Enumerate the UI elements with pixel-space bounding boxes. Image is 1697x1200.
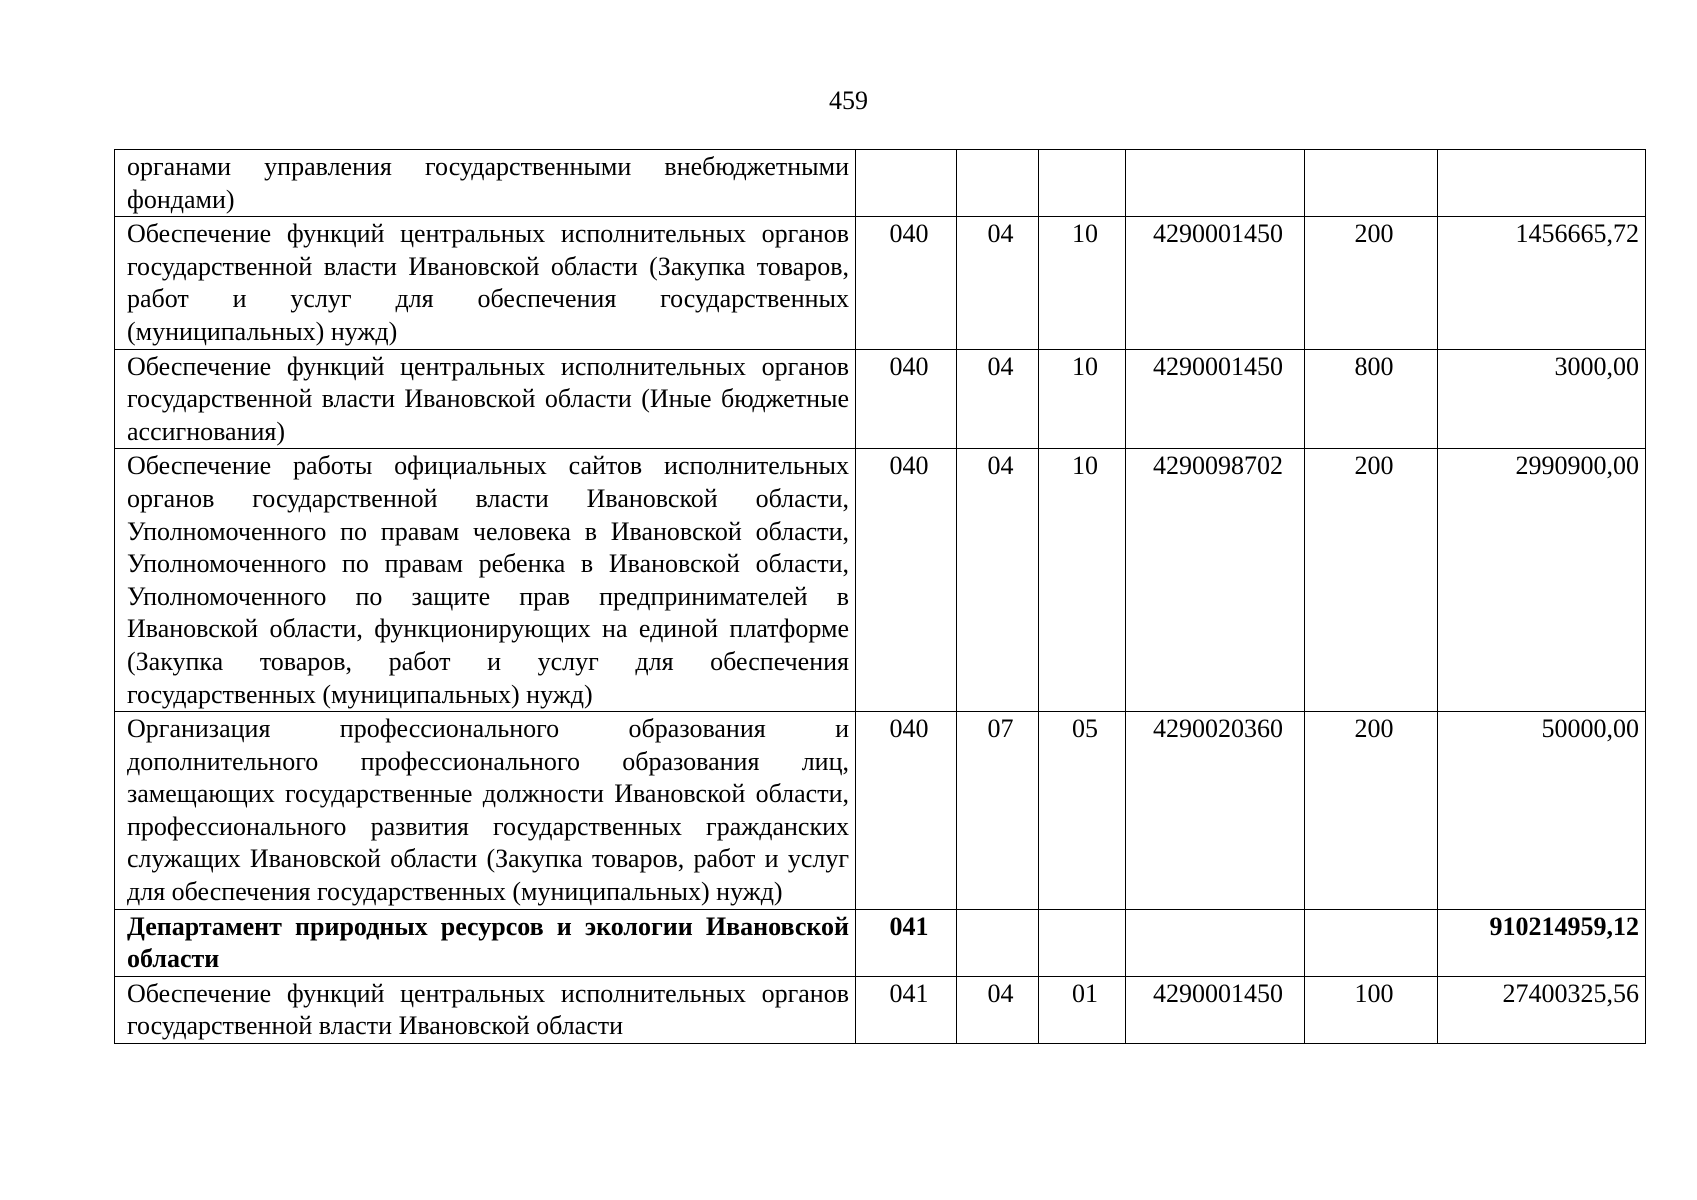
subsection-code: 10 [1039, 449, 1126, 712]
subsection-code [1039, 909, 1126, 976]
amount: 910214959,12 [1438, 909, 1646, 976]
target-code: 4290001450 [1126, 976, 1305, 1043]
table-row-department [115, 909, 1646, 976]
row-description: органами управления государственными внебюджетными фондами) [115, 150, 856, 217]
amount: 50000,00 [1438, 712, 1646, 910]
admin-code: 041 [856, 976, 957, 1043]
amount: 27400325,56 [1438, 976, 1646, 1043]
expense-type-code: 100 [1305, 976, 1438, 1043]
subsection-code: 01 [1039, 976, 1126, 1043]
admin-code: 041 [856, 909, 957, 976]
amount: 2990900,00 [1438, 449, 1646, 712]
admin-code: 040 [856, 712, 957, 910]
expense-type-code [1305, 150, 1438, 217]
section-code [957, 909, 1039, 976]
table-row [115, 349, 1646, 449]
target-code: 4290020360 [1126, 712, 1305, 910]
target-code [1126, 150, 1305, 217]
subsection-code: 05 [1039, 712, 1126, 910]
table-row [115, 150, 1646, 217]
amount [1438, 150, 1646, 217]
row-description: Обеспечение функций центральных исполнительных органов государственной власти Ивановской области (Иные бюджетные ассигнования) [115, 349, 856, 449]
amount: 3000,00 [1438, 349, 1646, 449]
expense-type-code: 200 [1305, 712, 1438, 910]
admin-code: 040 [856, 217, 957, 349]
subsection-code: 10 [1039, 217, 1126, 349]
section-code: 04 [957, 976, 1039, 1043]
section-code: 04 [957, 217, 1039, 349]
table-row [115, 449, 1646, 712]
expense-type-code: 200 [1305, 449, 1438, 712]
subsection-code: 10 [1039, 349, 1126, 449]
table-row [115, 217, 1646, 349]
admin-code [856, 150, 957, 217]
section-code: 04 [957, 349, 1039, 449]
section-code: 04 [957, 449, 1039, 712]
row-description: Обеспечение работы официальных сайтов исполнительных органов государственной власти Ивановской области, Уполномоченного по правам человека в Ивановской области, Уполномоченного по правам ребенка в Ивановской области, Уполномоченного по защите прав предпринимателей в Ивановской области, функционирующих на единой платформе (Закупка товаров, работ и услуг для обеспечения государственных (муниципальных) нужд) [115, 449, 856, 712]
section-code: 07 [957, 712, 1039, 910]
row-description: Обеспечение функций центральных исполнительных органов государственной власти Ивановской области (Закупка товаров, работ и услуг для обеспечения государственных (муниципальных) нужд) [115, 217, 856, 349]
row-description: Департамент природных ресурсов и экологии Ивановской области [115, 909, 856, 976]
page-number: 459 [829, 86, 868, 115]
budget-table [114, 149, 1646, 1044]
table-row [115, 976, 1646, 1043]
target-code: 4290001450 [1126, 349, 1305, 449]
target-code [1126, 909, 1305, 976]
row-description: Организация профессионального образования и дополнительного профессионального образования лиц, замещающих государственные должности Ивановской области, профессионального развития государственных гражданских служащих Ивановской области (Закупка товаров, работ и услуг для обеспечения государственных (муниципальных) нужд) [115, 712, 856, 910]
expense-type-code [1305, 909, 1438, 976]
admin-code: 040 [856, 349, 957, 449]
target-code: 4290098702 [1126, 449, 1305, 712]
subsection-code [1039, 150, 1126, 217]
admin-code: 040 [856, 449, 957, 712]
table-row [115, 712, 1646, 910]
row-description: Обеспечение функций центральных исполнительных органов государственной власти Ивановской области [127, 978, 849, 1041]
expense-type-code: 200 [1305, 217, 1438, 349]
target-code: 4290001450 [1126, 217, 1305, 349]
section-code [957, 150, 1039, 217]
amount: 1456665,72 [1438, 217, 1646, 349]
expense-type-code: 800 [1305, 349, 1438, 449]
